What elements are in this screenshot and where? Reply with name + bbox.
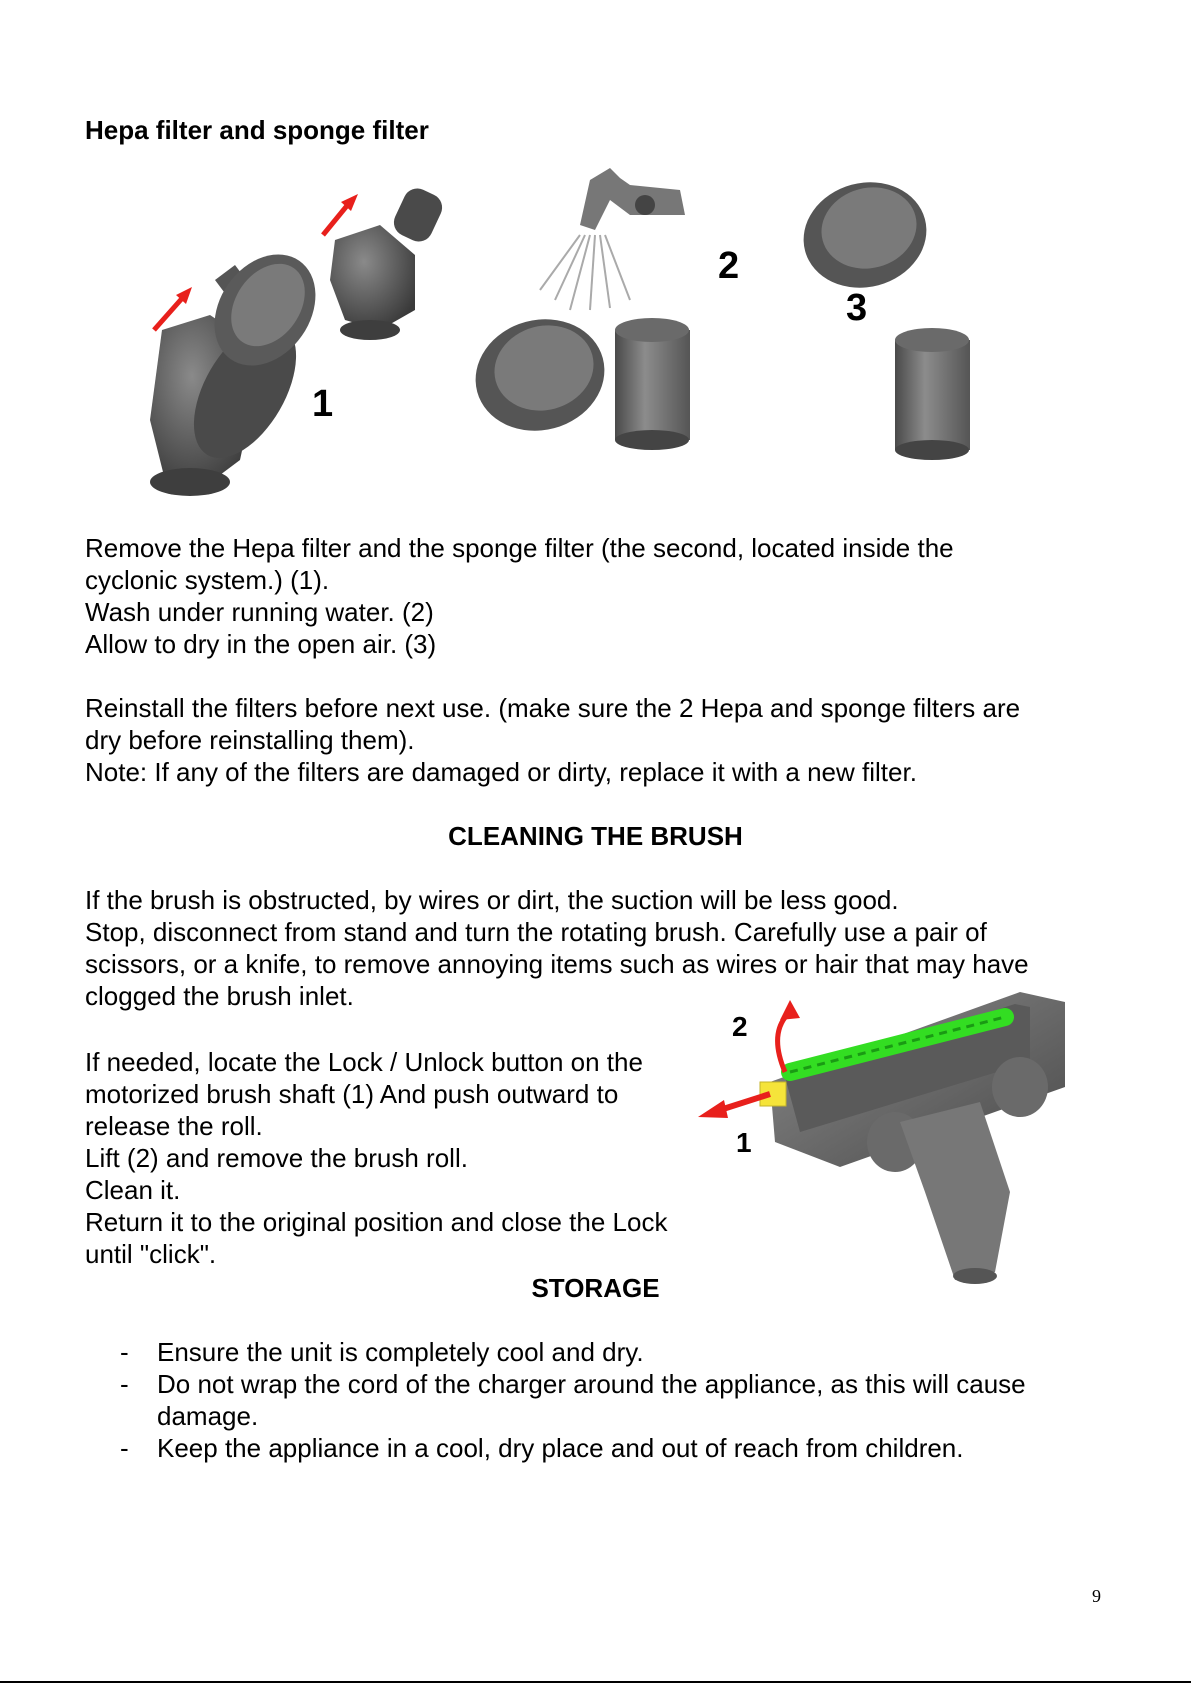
text-line: Do not wrap the cord of the charger around the appliance, as this will cause xyxy=(157,1369,1026,1399)
section-title: Hepa filter and sponge filter xyxy=(85,115,429,145)
bullet-text xyxy=(157,1368,1026,1432)
faucet-icon xyxy=(540,168,685,310)
bullet-text: Keep the appliance in a cool, dry place and out of reach from children. xyxy=(157,1433,964,1463)
drying-hepa-filter-icon xyxy=(792,169,939,302)
storage-heading: STORAGE xyxy=(531,1273,660,1303)
step-1-label: 1 xyxy=(312,383,334,425)
filter-steps-illustration xyxy=(140,160,1100,505)
text-line: Clean it. xyxy=(85,1175,181,1205)
brush-head-illustration xyxy=(690,992,1080,1292)
bullet-dash: - xyxy=(120,1433,129,1463)
text-line: Note: If any of the filters are damaged or dirty, replace it with a new filter. xyxy=(85,757,917,787)
washed-hepa-filter-icon xyxy=(463,305,617,445)
brush-label-2: 2 xyxy=(732,1011,748,1042)
text-line: Lift (2) and remove the brush roll. xyxy=(85,1143,468,1173)
text-line: Stop, disconnect from stand and turn the rotating brush. Carefully use a pair of xyxy=(85,917,987,947)
filter-instructions xyxy=(85,532,954,660)
text-line: scissors, or a knife, to remove annoying items such as wires or hair that may have xyxy=(85,949,1029,979)
lock-instructions xyxy=(85,1046,667,1270)
text-line: If the brush is obstructed, by wires or dirt, the suction will be less good. xyxy=(85,885,899,915)
sponge-filter-icon xyxy=(389,184,446,246)
cleaning-heading: CLEANING THE BRUSH xyxy=(448,821,743,851)
bullet-dash: - xyxy=(120,1337,129,1367)
text-line: Allow to dry in the open air. (3) xyxy=(85,629,437,659)
step-2-label: 2 xyxy=(718,245,740,287)
text-line: motorized brush shaft (1) And push outward to xyxy=(85,1079,619,1109)
bullet-text: Ensure the unit is completely cool and dry. xyxy=(157,1337,644,1367)
brush-label-1: 1 xyxy=(736,1127,752,1158)
text-line: dry before reinstalling them). xyxy=(85,725,415,755)
cyclone-top-icon xyxy=(330,225,415,340)
text-line: Remove the Hepa filter and the sponge filter (the second, located inside the xyxy=(85,533,954,563)
text-line: cyclonic system.) (1). xyxy=(85,565,330,595)
text-line: release the roll. xyxy=(85,1111,263,1141)
washed-sponge-filter-icon xyxy=(615,318,690,450)
text-line: Return it to the original position and close the Lock xyxy=(85,1207,668,1237)
drying-sponge-filter-icon xyxy=(895,328,970,460)
text-line: clogged the brush inlet. xyxy=(85,981,354,1011)
text-line: damage. xyxy=(157,1401,259,1431)
reinstall-instructions xyxy=(85,692,1020,788)
bullet-dash: - xyxy=(120,1369,129,1399)
text-line: If needed, locate the Lock / Unlock button on the xyxy=(85,1047,643,1077)
step-3-label: 3 xyxy=(846,287,868,329)
text-line: Reinstall the filters before next use. (make sure the 2 Hepa and sponge filters are xyxy=(85,693,1021,723)
page-number: 9 xyxy=(1092,1586,1101,1606)
text-line: Wash under running water. (2) xyxy=(85,597,434,627)
text-line: until "click". xyxy=(85,1239,217,1269)
